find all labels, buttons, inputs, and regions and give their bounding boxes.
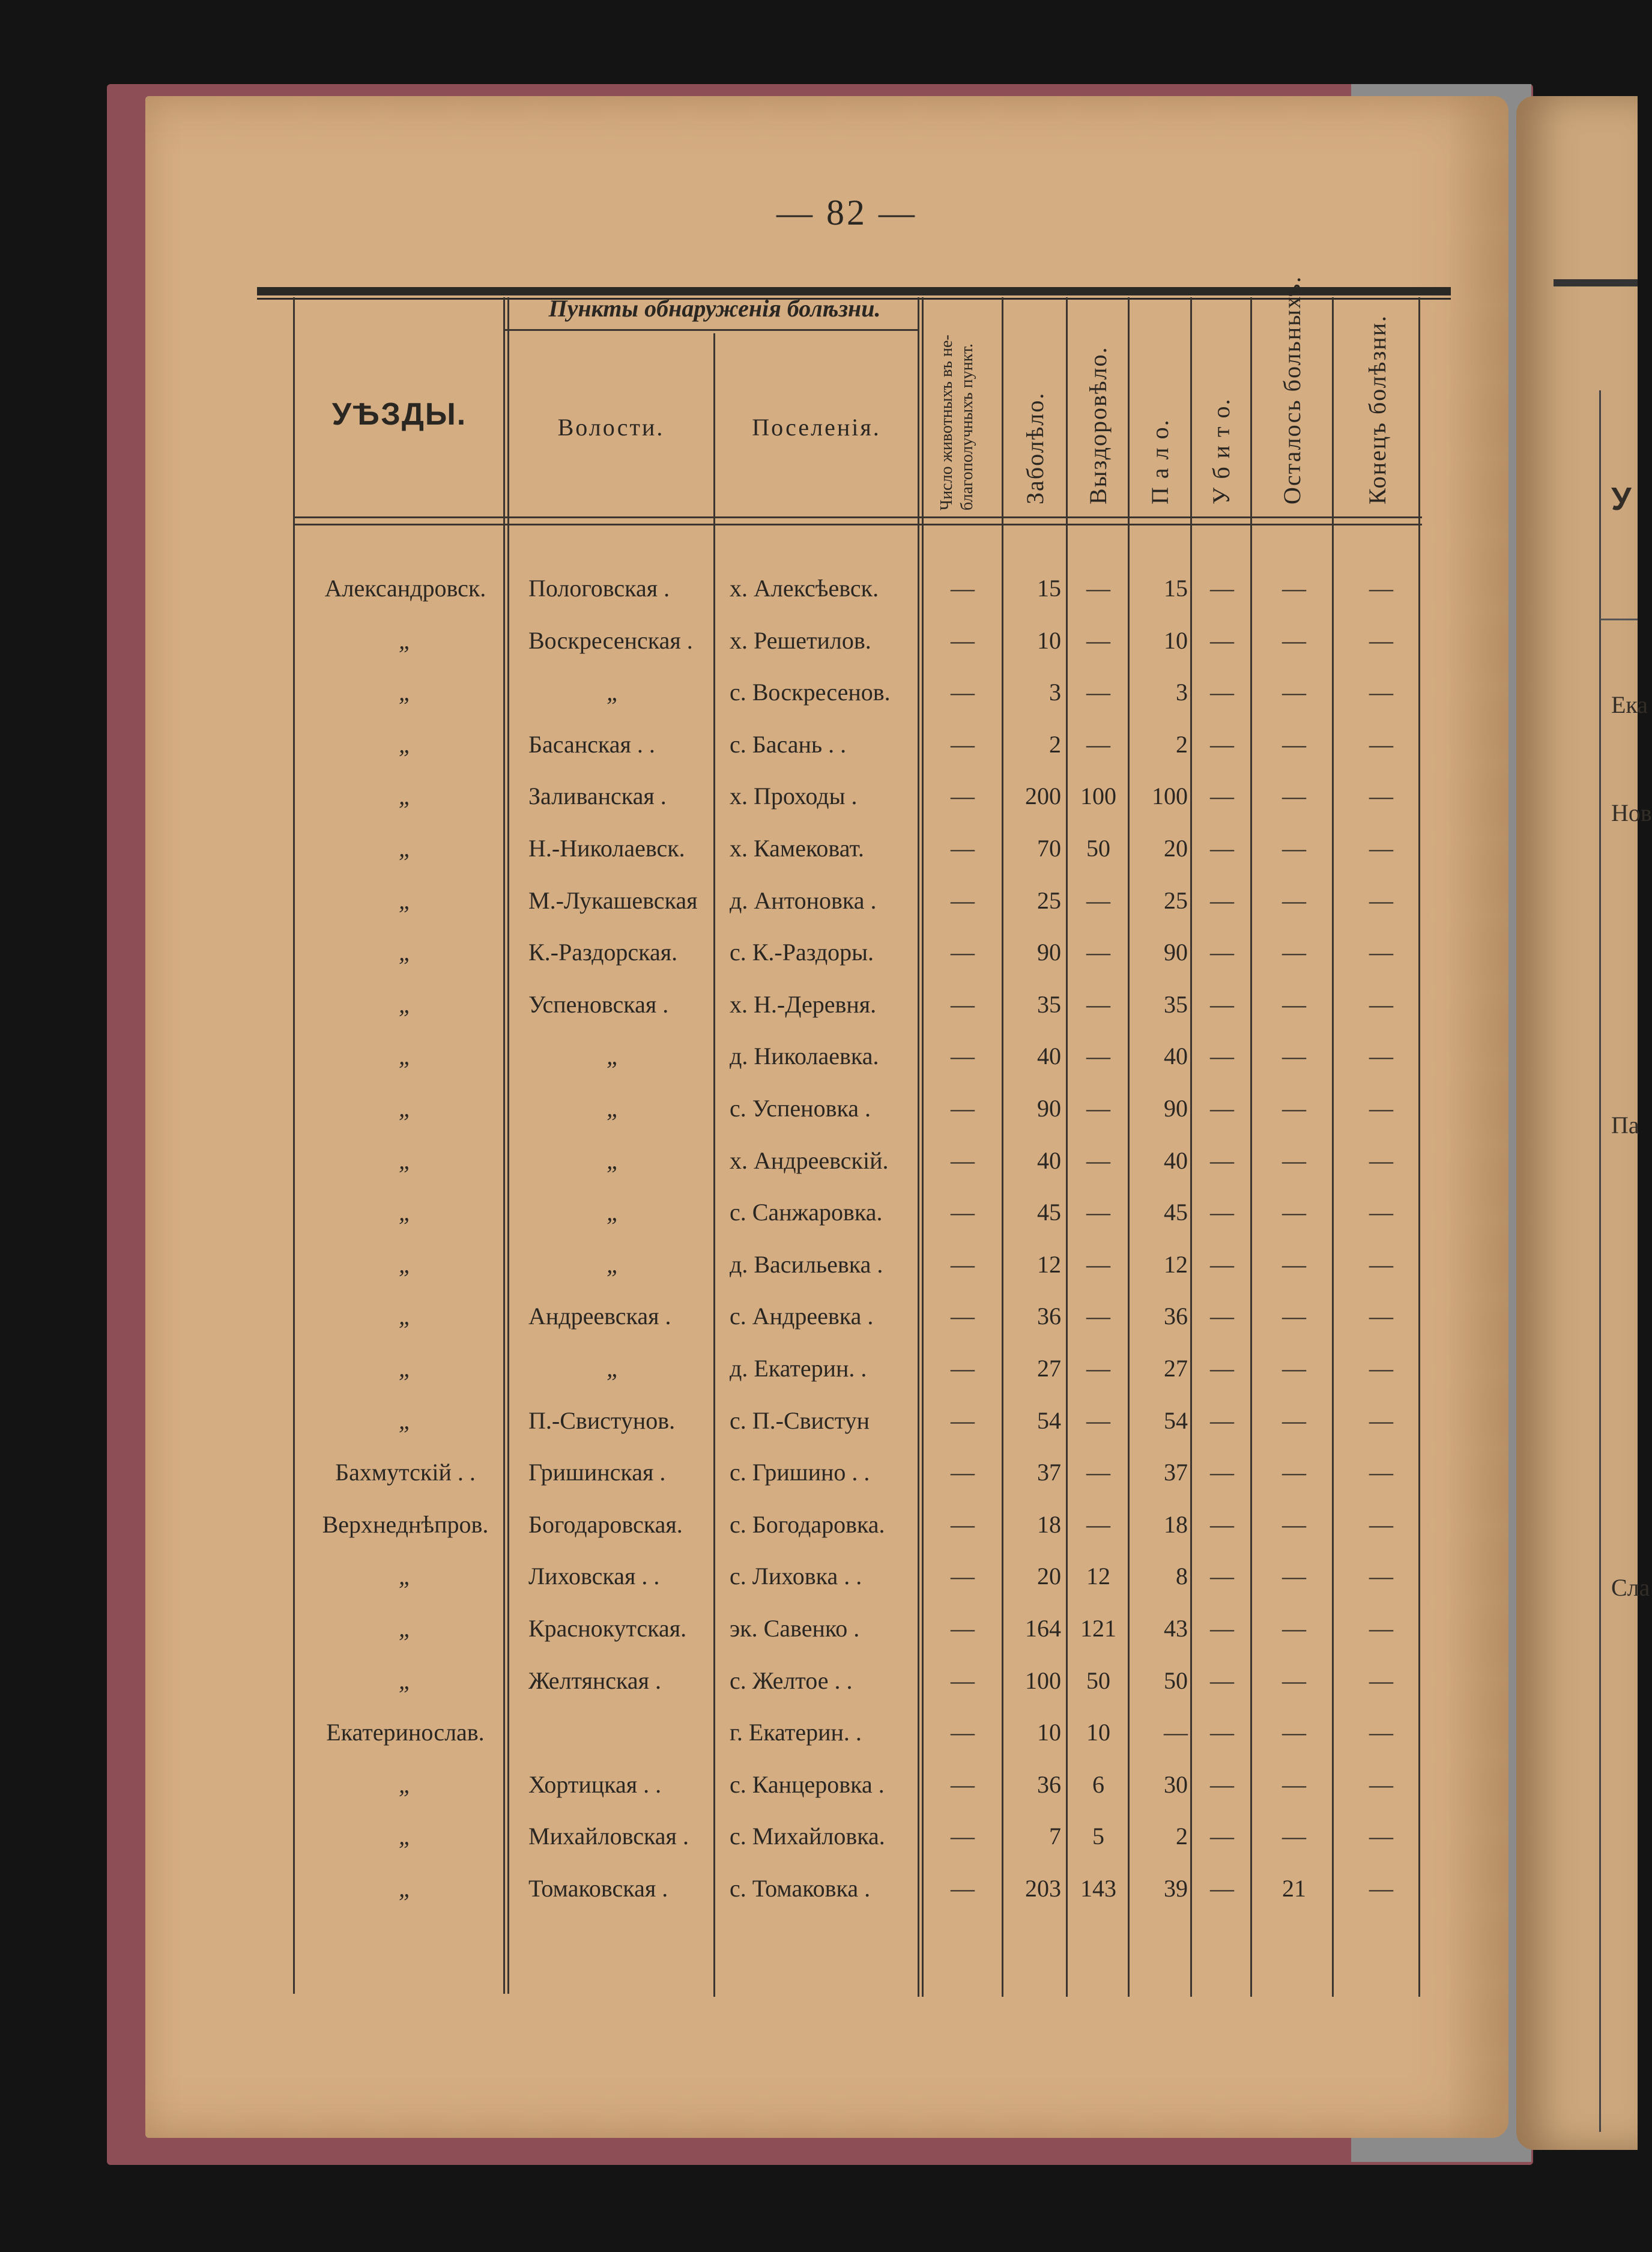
cell-chislo: — [951,1823,975,1850]
cell-chislo: — [951,1199,975,1226]
cell-palo: 40 [1164,1043,1188,1070]
cell-ostalos: — [1282,1095,1306,1122]
cell-zabolelo: 3 [1049,679,1061,706]
cell-uezd: „ [398,1563,413,1590]
cell-zabolelo: 15 [1037,575,1061,602]
cell-zabolelo: 12 [1037,1250,1061,1278]
cell-poselenie: с. Гришино . . [730,1459,870,1486]
cell-palo: 2 [1176,1823,1188,1850]
cell-konets: — [1369,835,1393,862]
cell-uezd: „ [398,1199,413,1226]
cell-ubito: — [1210,1719,1234,1746]
cell-ostalos: — [1282,1303,1306,1330]
cell-ubito: — [1210,782,1234,810]
cell-konets: — [1369,1823,1393,1850]
cell-ostalos: — [1282,626,1306,654]
cell-poselenie: с. П.-Свистун [730,1406,870,1434]
cell-poselenie: с. Богодаровка. [730,1510,885,1538]
cell-konets: — [1369,782,1393,810]
cell-poselenie: г. Екатерин. . [730,1719,862,1746]
cell-volost: Хортицкая . . [528,1770,662,1798]
cell-poselenie: д. Васильевка . [730,1250,883,1278]
cell-palo: 50 [1164,1666,1188,1694]
cell-vyzdorovelo: 5 [1092,1823,1104,1850]
right-page-edge [1516,96,1652,2150]
cell-uezd: „ [398,1406,413,1434]
cell-poselenie: х. Проходы . [730,782,858,810]
cell-konets: — [1369,886,1393,914]
cell-poselenie: с. Михайловка. [730,1823,885,1850]
cell-zabolelo: 7 [1049,1823,1061,1850]
cell-konets: — [1369,679,1393,706]
cell-konets: — [1369,1199,1393,1226]
cell-zabolelo: 2 [1049,730,1061,758]
column-rule [1190,297,1192,1997]
cell-palo: 3 [1176,679,1188,706]
cell-vyzdorovelo: — [1086,730,1110,758]
cell-zabolelo: 36 [1037,1770,1061,1798]
header-subrule [504,329,919,331]
cell-zabolelo: 90 [1037,939,1061,966]
cell-chislo: — [951,1303,975,1330]
cell-poselenie: с. Санжаровка. [730,1199,883,1226]
cell-zabolelo: 10 [1037,626,1061,654]
cell-ubito: — [1210,1459,1234,1486]
next-page-fragment: Нов [1611,799,1652,826]
cell-vyzdorovelo: — [1086,679,1110,706]
cell-chislo: — [951,1719,975,1746]
cell-vyzdorovelo: — [1086,1510,1110,1538]
cell-uezd: Верхнеднѣпров. [322,1510,489,1538]
cell-palo: 40 [1164,1146,1188,1174]
cell-chislo: — [951,1043,975,1070]
cell-volost: „ [607,679,620,706]
cell-ubito: — [1210,1355,1234,1382]
cell-chislo: — [951,835,975,862]
cell-palo: 54 [1164,1406,1188,1434]
header-bottom-rule [293,516,1422,518]
cell-volost: Желтянская . [528,1666,662,1694]
cell-volost: Лиховская . . [528,1563,660,1590]
cell-palo: 35 [1164,990,1188,1018]
cell-palo: 18 [1164,1510,1188,1538]
header-zabolelo: Заболѣло. [1021,392,1048,504]
cell-volost: Воскресенская . [528,626,693,654]
cell-poselenie: эк. Савенко . [730,1615,860,1642]
cell-konets: — [1369,939,1393,966]
cell-ostalos: — [1282,679,1306,706]
cell-konets: — [1369,626,1393,654]
cell-poselenie: с. Андреевка . [730,1303,874,1330]
cell-vyzdorovelo: 12 [1086,1563,1110,1590]
column-rule [922,297,924,1997]
cell-zabolelo: 35 [1037,990,1061,1018]
column-rule [1250,297,1252,1997]
cell-ubito: — [1210,1095,1234,1122]
cell-ostalos: — [1282,886,1306,914]
cell-ostalos: — [1282,1406,1306,1434]
cell-ubito: — [1210,730,1234,758]
cell-chislo: — [951,886,975,914]
cell-konets: — [1369,1875,1393,1902]
cell-volost: Томаковская . [528,1875,668,1902]
header-ubito: У б и т о. [1208,398,1235,504]
cell-poselenie: х. Н.-Деревня. [730,990,877,1018]
cell-volost: П.-Свистунов. [528,1406,676,1434]
cell-chislo: — [951,939,975,966]
cell-uezd: „ [398,1770,413,1798]
cell-chislo: — [951,730,975,758]
cell-zabolelo: 203 [1025,1875,1061,1902]
cell-konets: — [1369,1043,1393,1070]
cell-vyzdorovelo: 100 [1080,782,1116,810]
cell-chislo: — [951,1615,975,1642]
cell-volost: „ [607,1043,620,1070]
cell-zabolelo: 27 [1037,1355,1061,1382]
header-punkty: Пункты обнаруженія болѣзни. [548,295,881,322]
cell-ubito: — [1210,1146,1234,1174]
cell-uezd: „ [398,990,413,1018]
cell-poselenie: с. Канцеровка . [730,1770,885,1798]
cell-vyzdorovelo: — [1086,1250,1110,1278]
cell-ubito: — [1210,1770,1234,1798]
cell-uezd: „ [398,1666,413,1694]
cell-uezd: „ [398,1043,413,1070]
cell-ubito: — [1210,1510,1234,1538]
cell-poselenie: х. Камековат. [730,835,864,862]
cell-palo: 39 [1164,1875,1188,1902]
cell-palo: 15 [1164,575,1188,602]
header-chislo: Число животныхъ въ не-благополучныхъ пункт. [937,334,976,510]
cell-uezd: „ [398,1303,413,1330]
cell-palo: 2 [1176,730,1188,758]
cell-zabolelo: 100 [1025,1666,1061,1694]
cell-konets: — [1369,1303,1393,1330]
cell-poselenie: с. Успеновка . [730,1095,871,1122]
cell-konets: — [1369,1666,1393,1694]
cell-chislo: — [951,679,975,706]
column-rule [507,297,509,1994]
cell-volost: „ [607,1250,620,1278]
cell-uezd: „ [398,782,413,810]
cell-vyzdorovelo: — [1086,575,1110,602]
cell-chislo: — [951,1355,975,1382]
cell-volost: Пологовская . [528,575,670,602]
cell-palo: 8 [1176,1563,1188,1590]
cell-ostalos: — [1282,990,1306,1018]
cell-konets: — [1369,1770,1393,1798]
cell-poselenie: с. Лиховка . . [730,1563,862,1590]
cell-konets: — [1369,575,1393,602]
cell-poselenie: х. Алексѣевск. [730,575,879,602]
cell-zabolelo: 164 [1025,1615,1061,1642]
cell-konets: — [1369,1563,1393,1590]
cell-vyzdorovelo: — [1086,1199,1110,1226]
cell-volost: Михайловская . [528,1823,689,1850]
cell-chislo: — [951,1510,975,1538]
cell-uezd: „ [398,1355,413,1382]
cell-palo: 43 [1164,1615,1188,1642]
cell-uezd: „ [398,1250,413,1278]
cell-zabolelo: 10 [1037,1719,1061,1746]
cell-palo: 27 [1164,1355,1188,1382]
column-rule [1002,297,1003,1997]
column-rule [293,297,295,1994]
cell-volost: „ [607,1146,620,1174]
cell-ubito: — [1210,1250,1234,1278]
cell-zabolelo: 37 [1037,1459,1061,1486]
cell-ubito: — [1210,1199,1234,1226]
cell-ubito: — [1210,626,1234,654]
cell-palo: 25 [1164,886,1188,914]
header-uezdy: УѢЗДЫ. [331,397,467,432]
cell-ostalos: 21 [1282,1875,1306,1902]
cell-ostalos: — [1282,1459,1306,1486]
cell-konets: — [1369,1719,1393,1746]
cell-volost: „ [607,1095,620,1122]
next-page-fragment: Ека [1611,691,1648,718]
header-bottom-rule [293,524,1422,525]
cell-ubito: — [1210,1615,1234,1642]
cell-volost: Н.-Николаевск. [528,835,685,862]
cell-vyzdorovelo: 143 [1080,1875,1116,1902]
cell-ostalos: — [1282,1563,1306,1590]
cell-zabolelo: 40 [1037,1146,1061,1174]
cell-volost: Гришинская . [528,1459,666,1486]
cell-poselenie: с. Воскресенов. [730,679,891,706]
next-page-header: У [1611,481,1632,517]
cell-chislo: — [951,990,975,1018]
cell-vyzdorovelo: — [1086,1043,1110,1070]
cell-vyzdorovelo: 10 [1086,1719,1110,1746]
cell-ubito: — [1210,1563,1234,1590]
cell-konets: — [1369,1095,1393,1122]
cell-chislo: — [951,782,975,810]
cell-poselenie: с. К.-Раздоры. [730,939,874,966]
cell-ostalos: — [1282,1823,1306,1850]
cell-ostalos: — [1282,1510,1306,1538]
cell-ubito: — [1210,1406,1234,1434]
cell-zabolelo: 45 [1037,1199,1061,1226]
cell-uezd: „ [398,626,413,654]
cell-volost: Заливанская . [528,782,667,810]
column-rule [503,297,505,1994]
page-number: — 82 — [776,193,917,232]
cell-ubito: — [1210,1666,1234,1694]
cell-palo: 45 [1164,1199,1188,1226]
cell-chislo: — [951,1563,975,1590]
cell-uezd: „ [398,1823,413,1850]
cell-ostalos: — [1282,1250,1306,1278]
cell-ostalos: — [1282,939,1306,966]
header-volosti: Волости. [557,414,665,441]
cell-palo: — [1164,1719,1188,1746]
cell-chislo: — [951,1146,975,1174]
cell-ubito: — [1210,1875,1234,1902]
cell-konets: — [1369,1250,1393,1278]
cell-uezd: Бахмутскій . . [335,1459,476,1486]
cell-palo: 30 [1164,1770,1188,1798]
cell-uezd: „ [398,1615,413,1642]
header-konets: Конецъ болѣзни. [1364,314,1391,504]
cell-vyzdorovelo: 121 [1080,1615,1116,1642]
cell-volost: К.-Раздорская. [528,939,678,966]
cell-palo: 36 [1164,1303,1188,1330]
cell-ostalos: — [1282,575,1306,602]
cell-poselenie: д. Екатерин. . [730,1355,867,1382]
cell-zabolelo: 20 [1037,1563,1061,1590]
cell-ostalos: — [1282,1355,1306,1382]
cell-palo: 20 [1164,835,1188,862]
cell-vyzdorovelo: 50 [1086,835,1110,862]
cell-chislo: — [951,1666,975,1694]
cell-vyzdorovelo: — [1086,1095,1110,1122]
cell-volost: „ [607,1199,620,1226]
cell-konets: — [1369,1406,1393,1434]
cell-palo: 12 [1164,1250,1188,1278]
cell-palo: 100 [1152,782,1188,810]
cell-poselenie: х. Андреевскій. [730,1146,889,1174]
cell-konets: — [1369,1615,1393,1642]
cell-volost: Богодаровская. [528,1510,683,1538]
cell-chislo: — [951,1770,975,1798]
cell-volost: М.-Лукашевская [528,886,698,914]
cell-palo: 90 [1164,1095,1188,1122]
cell-zabolelo: 54 [1037,1406,1061,1434]
cell-poselenie: с. Томаковка . [730,1875,871,1902]
cell-ostalos: — [1282,1770,1306,1798]
cell-uezd: „ [398,679,413,706]
cell-ostalos: — [1282,782,1306,810]
cell-ostalos: — [1282,1615,1306,1642]
cell-vyzdorovelo: — [1086,626,1110,654]
cell-ostalos: — [1282,1043,1306,1070]
cell-zabolelo: 18 [1037,1510,1061,1538]
cell-vyzdorovelo: — [1086,1355,1110,1382]
cell-zabolelo: 25 [1037,886,1061,914]
cell-chislo: — [951,1406,975,1434]
cell-ostalos: — [1282,835,1306,862]
cell-konets: — [1369,990,1393,1018]
cell-uezd: „ [398,1095,413,1122]
next-page-vline [1599,390,1601,2132]
cell-ostalos: — [1282,1666,1306,1694]
cell-konets: — [1369,1459,1393,1486]
cell-konets: — [1369,730,1393,758]
cell-poselenie: д. Николаевка. [730,1043,879,1070]
cell-uezd: „ [398,1146,413,1174]
cell-zabolelo: 36 [1037,1303,1061,1330]
cell-palo: 10 [1164,626,1188,654]
cell-konets: — [1369,1510,1393,1538]
cell-ostalos: — [1282,1146,1306,1174]
cell-chislo: — [951,1095,975,1122]
cell-vyzdorovelo: — [1086,990,1110,1018]
cell-ubito: — [1210,1823,1234,1850]
cell-vyzdorovelo: — [1086,1459,1110,1486]
cell-ubito: — [1210,575,1234,602]
cell-ubito: — [1210,679,1234,706]
cell-konets: — [1369,1355,1393,1382]
cell-vyzdorovelo: 6 [1092,1770,1104,1798]
cell-ubito: — [1210,939,1234,966]
cell-vyzdorovelo: — [1086,886,1110,914]
cell-palo: 37 [1164,1459,1188,1486]
cell-poselenie: х. Решетилов. [730,626,871,654]
next-page-fragment: Сла [1611,1574,1650,1601]
cell-uezd: „ [398,939,413,966]
next-page-rule [1554,279,1638,286]
cell-vyzdorovelo: — [1086,1303,1110,1330]
header-palo: П а л о. [1146,419,1173,504]
cell-zabolelo: 70 [1037,835,1061,862]
cell-chislo: — [951,575,975,602]
cell-volost: Краснокутская. [528,1615,687,1642]
cell-uezd: „ [398,886,413,914]
cell-ubito: — [1210,1043,1234,1070]
cell-chislo: — [951,1250,975,1278]
cell-poselenie: с. Желтое . . [730,1666,853,1694]
column-rule [713,333,715,1997]
cell-chislo: — [951,1875,975,1902]
column-rule [918,297,919,1997]
cell-ubito: — [1210,886,1234,914]
cell-volost: Успеновская . [528,990,669,1018]
cell-chislo: — [951,1459,975,1486]
cell-ubito: — [1210,1303,1234,1330]
cell-uezd: „ [398,835,413,862]
cell-ostalos: — [1282,1719,1306,1746]
next-page-fragment: Па [1611,1112,1639,1139]
cell-ubito: — [1210,835,1234,862]
cell-ostalos: — [1282,730,1306,758]
cell-vyzdorovelo: — [1086,1406,1110,1434]
cell-ostalos: — [1282,1199,1306,1226]
cell-vyzdorovelo: 50 [1086,1666,1110,1694]
cell-zabolelo: 40 [1037,1043,1061,1070]
next-page-hline [1600,619,1638,620]
header-poselenia: Поселенія. [752,414,881,441]
cell-volost: Андреевская . [528,1303,671,1330]
cell-poselenie: д. Антоновка . [730,886,877,914]
cell-uezd: „ [398,1875,413,1902]
cell-ubito: — [1210,990,1234,1018]
cell-volost: „ [607,1355,620,1382]
column-rule [1066,297,1068,1997]
header-ostalos: Осталось больныхъ. [1278,275,1306,504]
cell-uezd: „ [398,730,413,758]
cell-vyzdorovelo: — [1086,939,1110,966]
cell-chislo: — [951,626,975,654]
cell-volost: Басанская . . [528,730,655,758]
cell-zabolelo: 90 [1037,1095,1061,1122]
cell-uezd: Екатеринослав. [326,1719,485,1746]
cell-zabolelo: 200 [1025,782,1061,810]
cell-palo: 90 [1164,939,1188,966]
cell-uezd: Александровск. [324,575,486,602]
header-vyzdorovelo: Выздоровѣло. [1085,346,1112,504]
cell-poselenie: с. Басань . . [730,730,847,758]
cell-konets: — [1369,1146,1393,1174]
cell-vyzdorovelo: — [1086,1146,1110,1174]
